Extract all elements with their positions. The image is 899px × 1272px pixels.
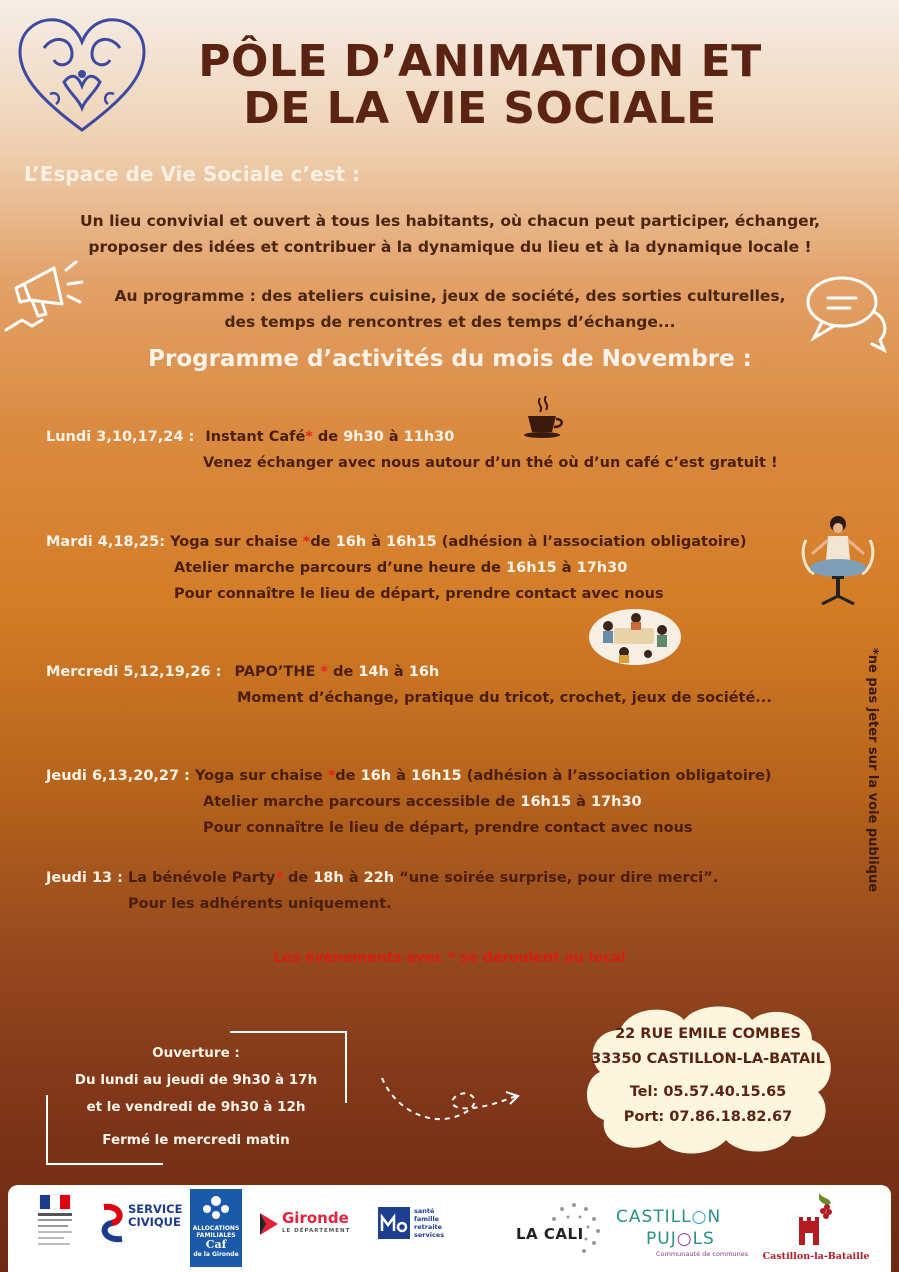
activity-mercredi-end: 16h xyxy=(408,664,440,680)
activity-jeudi-13-de: de xyxy=(282,870,314,886)
opening-hours-line-3: Fermé le mercredi matin xyxy=(102,1132,290,1148)
partners-footer xyxy=(8,1185,891,1272)
caf-line-3: Caf xyxy=(205,1238,227,1251)
opening-hours xyxy=(40,1040,352,1154)
contact-address-line-1: 22 RUE EMILE COMBES xyxy=(615,1026,801,1042)
activity-mercredi-day: Mercredi 5,12,19,26 : xyxy=(46,664,222,680)
intro-paragraph-1 xyxy=(20,208,880,260)
caf-line-1: ALLOCATIONS xyxy=(192,1225,240,1232)
opening-hours-line-1: Du lundi au jeudi de 9h30 à 17h xyxy=(74,1072,318,1088)
activity-jeudi-13 xyxy=(46,865,718,917)
activity-jeudi-star: * xyxy=(327,768,336,784)
side-note: *ne pas jeter sur la voie publique xyxy=(865,648,880,893)
activity-mardi-name: Yoga sur chaise xyxy=(170,534,303,550)
activity-jeudi xyxy=(46,763,771,841)
opening-hours-line-2: et le vendredi de 9h30 à 12h xyxy=(86,1099,306,1115)
activity-jeudi-walk-start: 16h15 xyxy=(520,794,572,810)
contact-telephone: Tel: 05.57.40.15.65 xyxy=(629,1084,787,1100)
service-civique-line-2: CIVIQUE xyxy=(128,1215,181,1229)
activity-lundi-day: Lundi 3,10,17,24 : xyxy=(46,429,195,445)
program-title: Programme d’activités du mois de Novembre : xyxy=(148,346,752,372)
activity-lundi-desc: Venez échanger avec nous autour d’un thé où d’un café c’est gratuit ! xyxy=(203,455,778,471)
speech-bubbles-icon xyxy=(800,272,890,354)
activity-jeudi-walk: Atelier marche parcours accessible de xyxy=(203,794,521,810)
activity-jeudi-rest: (adhésion à l’association obligatoire) xyxy=(461,768,772,784)
activity-jeudi-13-name: La bénévole Party xyxy=(128,870,276,886)
activity-mardi-end: 16h15 xyxy=(386,534,437,550)
activity-mardi-walk-end: 17h30 xyxy=(576,560,628,576)
activity-jeudi-name: Yoga sur chaise xyxy=(195,768,328,784)
contact-address-line-2: 33350 CASTILLON-LA-BATAIL xyxy=(591,1051,825,1067)
activity-mardi-walk-start: 16h15 xyxy=(506,560,557,576)
republique-francaise-logo xyxy=(34,1193,76,1255)
activity-mercredi-de: de xyxy=(328,664,359,680)
pujols-text-2: LS xyxy=(692,1229,715,1249)
castillon-la-bataille-label: Castillon-la-Bataille xyxy=(762,1251,870,1262)
activity-mardi-walk-a: à xyxy=(556,560,577,576)
dashed-arrow-icon xyxy=(376,1072,526,1134)
activity-jeudi-walk-end: 17h30 xyxy=(590,794,642,810)
contact-mobile: Port: 07.86.18.82.67 xyxy=(623,1109,793,1125)
title-line-1: PÔLE D’ANIMATION ET xyxy=(198,36,762,87)
activity-jeudi-contact: Pour connaître le lieu de départ, prendre contact avec nous xyxy=(203,820,693,836)
activity-lundi-name: Instant Café xyxy=(205,429,306,445)
castillon-text-1: CASTILL xyxy=(616,1207,692,1227)
msa-line-3: retraite xyxy=(414,1223,443,1231)
activity-lundi-end: 11h30 xyxy=(403,429,455,445)
activity-mercredi xyxy=(46,659,772,711)
la-cali-label: LA CALI xyxy=(516,1225,584,1243)
group-table-illustration xyxy=(588,608,682,666)
opening-hours-title: Ouverture : xyxy=(152,1045,240,1061)
activity-mardi-day: Mardi 4,18,25: xyxy=(46,534,166,550)
activity-mercredi-star: * xyxy=(320,664,329,680)
activity-jeudi-13-day: Jeudi 13 : xyxy=(46,870,123,886)
activity-mercredi-a: à xyxy=(388,664,409,680)
intro-paragraph-2-line-1: Au programme : des ateliers cuisine, jeux de société, des sorties culturelles, xyxy=(114,287,786,305)
activity-mardi-rest: (adhésion à l’association obligatoire) xyxy=(436,534,747,550)
activity-jeudi-a: à xyxy=(391,768,411,784)
activity-jeudi-day: Jeudi 6,13,20,27 : xyxy=(46,768,190,784)
activity-mardi-contact: Pour connaître le lieu de départ, prendre contact avec nous xyxy=(174,586,664,602)
activity-lundi xyxy=(46,424,778,476)
pujols-text-1: PUJ xyxy=(646,1229,677,1249)
activity-jeudi-13-start: 18h xyxy=(313,870,344,886)
local-events-note: Les événements avec * se déroulent au local xyxy=(273,950,626,966)
heart-logo-icon xyxy=(14,12,150,138)
activity-jeudi-13-rest: “une soirée surprise, pour dire merci”. xyxy=(394,870,719,886)
activity-mardi-star: * xyxy=(302,534,311,550)
activity-mardi-de: de xyxy=(310,534,336,550)
activity-mercredi-name: PAPO’THE xyxy=(234,664,321,680)
msa-line-4: services xyxy=(414,1231,445,1239)
activity-lundi-star: * xyxy=(305,429,313,445)
castillon-la-bataille-logo xyxy=(760,1191,872,1267)
title-line-2: DE LA VIE SOCIALE xyxy=(243,83,717,134)
intro-paragraph-2-line-2: des temps de rencontres et des temps d’échange... xyxy=(224,313,676,331)
communaute-label: Communauté de communes xyxy=(656,1250,749,1258)
activity-mercredi-start: 14h xyxy=(358,664,389,680)
intro-paragraph-2 xyxy=(20,283,880,335)
activity-lundi-de: de xyxy=(312,429,344,445)
caf-logo xyxy=(190,1189,242,1267)
activity-jeudi-end: 16h15 xyxy=(410,768,462,784)
page-title xyxy=(160,38,800,132)
megaphone-icon xyxy=(2,250,92,340)
intro-paragraph-1-line-2: proposer des idées et contribuer à la dynamique du lieu et à la dynamique locale ! xyxy=(88,238,812,256)
activity-jeudi-13-desc: Pour les adhérents uniquement. xyxy=(128,896,392,912)
activity-mardi-a: à xyxy=(366,534,387,550)
caf-line-2: FAMILIALES xyxy=(196,1232,236,1239)
intro-paragraph-1-line-1: Un lieu convivial et ouvert à tous les habitants, où chacun peut participer, échanger, xyxy=(80,212,820,230)
activity-jeudi-13-a: à xyxy=(343,870,364,886)
gironde-label: Gironde xyxy=(282,1209,349,1227)
activity-jeudi-start: 16h xyxy=(360,768,392,784)
activity-mardi-start: 16h xyxy=(335,534,367,550)
castillon-text-2: N xyxy=(707,1207,722,1227)
gironde-sublabel: LE DÉPARTEMENT xyxy=(282,1228,351,1234)
yoga-illustration xyxy=(796,510,880,612)
activity-mardi xyxy=(46,529,747,607)
castillon-pujols-logo: CASTILL○N PUJ○LS Communauté de communes xyxy=(616,1207,749,1258)
activity-jeudi-13-end: 22h xyxy=(363,870,395,886)
activity-jeudi-de: de xyxy=(335,768,361,784)
activity-lundi-a: à xyxy=(383,429,404,445)
la-cali-logo xyxy=(516,1199,606,1259)
activity-jeudi-walk-a: à xyxy=(571,794,591,810)
activity-jeudi-13-star: * xyxy=(275,870,283,886)
service-civique-line-1: SERVICE xyxy=(128,1202,183,1216)
msa-line-2: famille xyxy=(414,1215,440,1223)
intro-subtitle: L’Espace de Vie Sociale c’est : xyxy=(24,162,361,186)
msa-line-1: santé xyxy=(414,1207,435,1215)
contact-info xyxy=(588,1022,828,1130)
activity-lundi-start: 9h30 xyxy=(343,429,384,445)
activity-mercredi-desc: Moment d’échange, pratique du tricot, crochet, jeux de société... xyxy=(237,690,772,706)
caf-line-4: de la Gironde xyxy=(193,1251,239,1258)
activity-mardi-walk: Atelier marche parcours d’une heure de xyxy=(174,560,507,576)
